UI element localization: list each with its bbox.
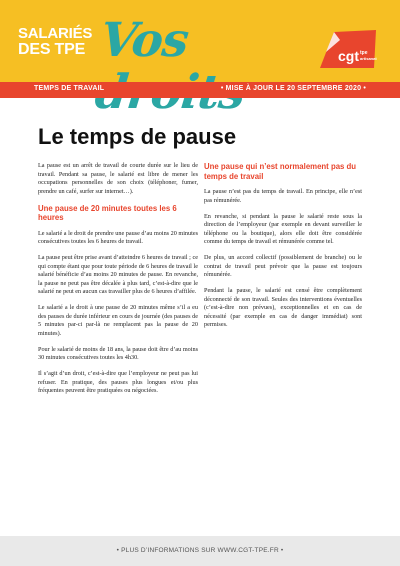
- paragraph: La pause peut être prise avant d’atteindre 6 heures de travail ; ce qui compte étant que pour toute période de 6 heures de travail le salarié bénéficie d’au moins 20 minutes de pause. En revanche, la pause ne peut pas être décalée à plus tard, c’est-à-dire que le salarié ne peut en aucun cas travailler plus de 6 heures d’affilée.: [38, 254, 198, 295]
- header-banner: [0, 0, 400, 82]
- paragraph: Il s’agit d’un droit, c’est-à-dire que l’employeur ne peut pas lui refuser. En pratique, des pauses plus longues et/ou plus fréquentes peuvent être pratiquées ou négociées.: [38, 370, 198, 394]
- category-label: TEMPS DE TRAVAIL: [34, 85, 105, 92]
- brand-line-salaries: SALARIÉS: [18, 25, 93, 42]
- page-title: Le temps de pause: [38, 124, 237, 149]
- paragraph: Le salarié a le droit de prendre une pause d’au moins 20 minutes consécutives toutes les 6 heures de travail.: [38, 229, 198, 245]
- left-column: [38, 162, 198, 403]
- paragraph: De plus, un accord collectif (possiblement de branche) ou le contrat de travail peut prévoir que la pause est toujours rémunérée.: [204, 254, 362, 278]
- paragraph: En revanche, si pendant la pause le salarié reste sous la direction de l’employeur (par exemple en devant surveiller le téléphone ou la boutique), alors elle doit être considérée comme du temps de travail et rémunérée comme tel.: [204, 212, 362, 245]
- footer-link-text[interactable]: • PLUS D’INFORMATIONS SUR WWW.CGT-TPE.FR •: [116, 547, 284, 554]
- paragraph: La pause n’est pas du temps de travail. En principe, elle n’est pas rémunérée.: [204, 188, 362, 204]
- logo-sub-tpe: tpe: [360, 50, 368, 56]
- cgt-logo-icon: [316, 28, 380, 72]
- logo-sub-artisanat: artisanat: [360, 56, 377, 61]
- logo-text: cgt: [338, 48, 359, 64]
- main-title: Vos: [97, 13, 191, 68]
- section-heading-not-work-time: Une pause qui n’est normalement pas du temps de travail: [204, 162, 357, 181]
- paragraph: Le salarié a le droit à une pause de 20 minutes même s’il a eu des pauses de durée inférieur en cours de journée (des pauses de 5 minutes par-ci par-là ne remplacent pas la pause de 20 minutes).: [38, 304, 198, 337]
- update-date: • MISE À JOUR LE 20 SEPTEMBRE 2020 •: [220, 85, 366, 92]
- section-heading-20-minutes: Une pause de 20 minutes toutes les 6 heures: [38, 203, 177, 222]
- footer-bar: [0, 536, 400, 566]
- brand-line-tpe: DES TPE: [18, 41, 86, 58]
- paragraph: Pendant la pause, le salarié est censé être complètement déconnecté de son travail. Seules des interventions éventuelles (c’est-à-dire non prévues), exceptionnelles et en cas de nécessité (par exemple en cas de danger immédiat) sont permises.: [204, 287, 362, 328]
- category-bar: [0, 82, 400, 98]
- intro-paragraph: La pause est un arrêt de travail de courte durée sur le lieu de travail. Pendant sa pause, le salarié est libre de mener les occupations personnelles de son choix (téléphoner, fumer, prendre un café, surfer sur internet…).: [38, 162, 198, 195]
- paragraph: Pour le salarié de moins de 18 ans, la pause doit être d’au moins 30 minutes consécutives toutes les 4h30.: [38, 345, 198, 361]
- right-column: [204, 162, 362, 337]
